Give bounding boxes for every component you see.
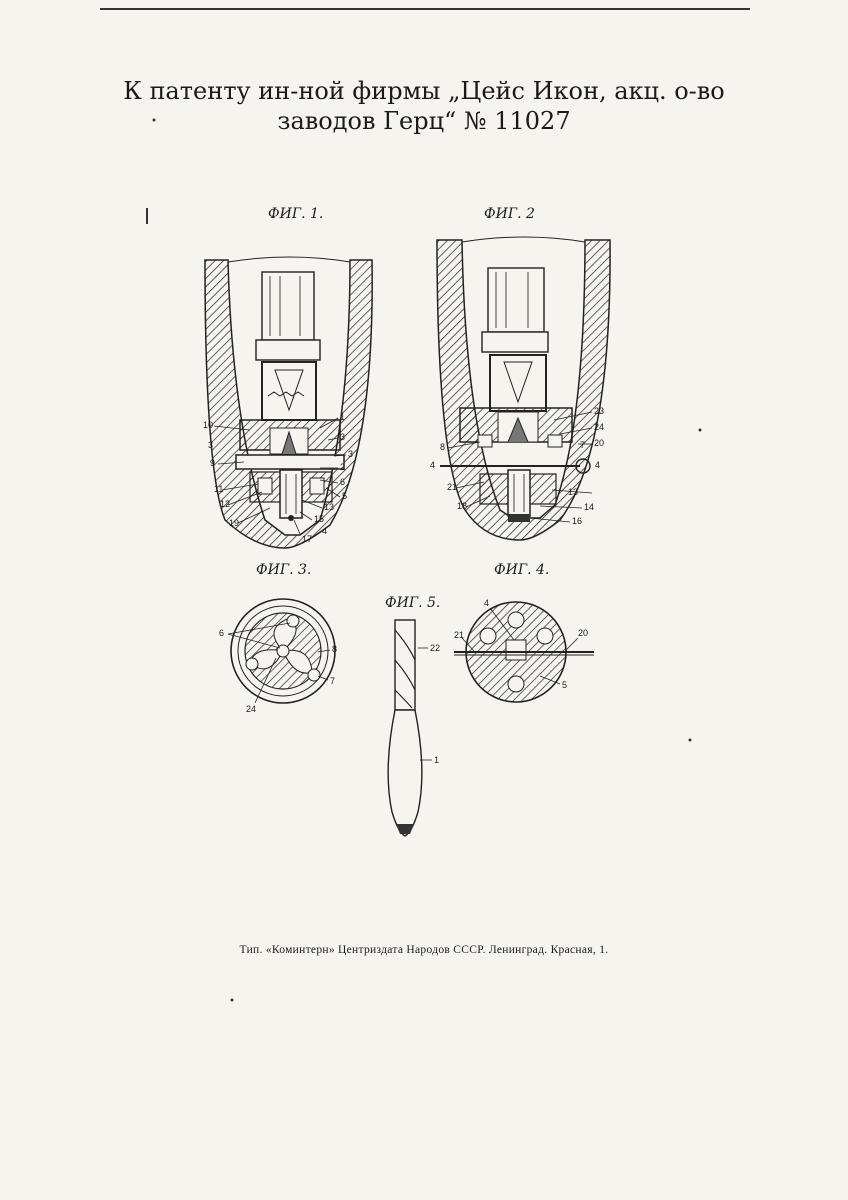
fig2-label: 8	[440, 442, 446, 452]
fig1-label: 3	[348, 449, 354, 459]
fig1-label: 1	[340, 412, 346, 422]
figure-3-drawing	[228, 599, 338, 703]
fig1-label: 6	[340, 477, 346, 487]
fig4-label: 5	[562, 680, 568, 690]
figure-2-drawing	[437, 237, 610, 540]
fig2-title: ФИГ. 2	[484, 206, 535, 222]
fig2-label: 21	[447, 482, 458, 492]
fig1-label: 11	[214, 484, 224, 494]
fig1-label: 17	[302, 534, 313, 544]
fig2-label: 4	[595, 460, 601, 470]
fig1-label: 3	[208, 440, 214, 450]
fig1-label: 13	[324, 502, 335, 512]
fig2-label: 4	[430, 460, 436, 470]
fig3-label: 7	[330, 676, 336, 686]
fig2-label: 24	[594, 422, 605, 432]
fig4-label: 21	[454, 630, 465, 640]
fig1-label: 4	[322, 526, 328, 536]
fig2-label: 16	[572, 516, 583, 526]
fig3-label: 8	[332, 644, 338, 654]
fig2-label: 20	[594, 438, 605, 448]
fig1-label: 2	[340, 462, 346, 472]
fig5-label: 1	[434, 755, 440, 765]
fig4-title: ФИГ. 4.	[494, 562, 550, 578]
title-line-2: заводов Герц“ № 11027	[277, 107, 571, 135]
fig2-label: 7	[580, 440, 586, 450]
fig3-label: 24	[246, 704, 257, 714]
fig1-title: ФИГ. 1.	[268, 206, 324, 222]
fig2-label: 14	[584, 502, 595, 512]
fig2-label: 13	[568, 487, 579, 497]
fig5-label: 22	[430, 643, 441, 653]
figure-4-drawing	[454, 602, 594, 702]
fig1-label: 19	[229, 518, 240, 528]
title-line-1: К патенту ин-ной фирмы „Цейс Икон, акц. о-во	[123, 77, 725, 105]
fig5-title: ФИГ. 5.	[385, 595, 441, 611]
fig3-label: 6	[219, 628, 225, 638]
fig1-label: 15	[314, 514, 325, 524]
figure-1-drawing	[205, 257, 372, 548]
paper-specks	[146, 119, 702, 1002]
fig2-label: 23	[594, 406, 605, 416]
fig4-label: 4	[484, 598, 490, 608]
fig3-title: ФИГ. 3.	[256, 562, 312, 578]
fig1-label: 5	[342, 491, 348, 501]
fig2-label: 18	[457, 501, 468, 511]
fig1-label: 3	[340, 432, 346, 442]
printer-imprint: Тип. «Коминтерн» Центриздата Народов СССР. Ленинград. Красная, 1.	[239, 944, 609, 956]
fig1-label: 10	[203, 420, 214, 430]
fig4-label: 20	[578, 628, 589, 638]
fig1-label: 9	[210, 458, 216, 468]
fig1-label: 12	[220, 499, 231, 509]
figure-5-drawing	[388, 620, 432, 836]
